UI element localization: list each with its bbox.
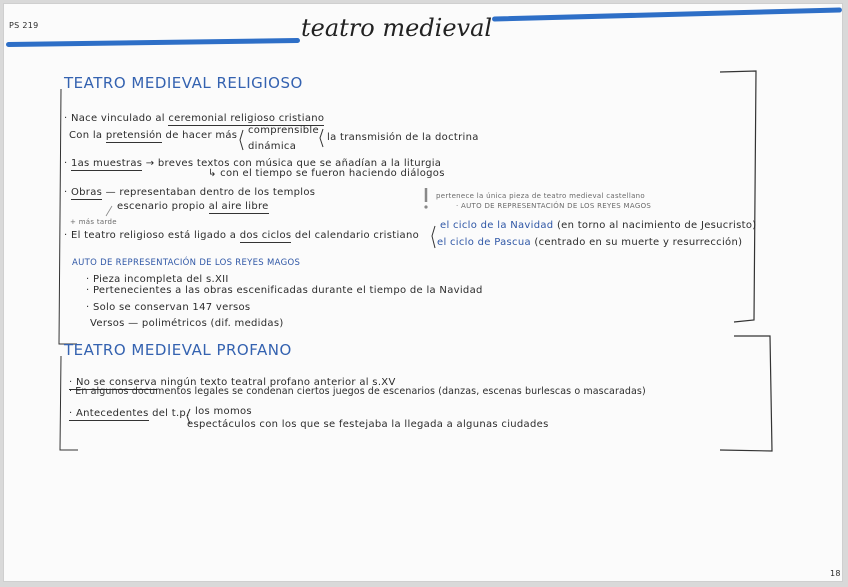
- underlined-text: · Antecedentes: [69, 408, 149, 419]
- page-number: 18: [830, 569, 841, 578]
- religioso-line-3: · 1as muestras → breves textos con música que se añadían a la liturgia: [64, 158, 442, 169]
- underlined-text: · No se conserva: [69, 377, 157, 388]
- ciclo-pascua-label: el ciclo de Pascua: [437, 237, 531, 248]
- underlined-text: dos ciclos: [239, 230, 292, 241]
- note-pertenece: pertenece la única pieza de teatro medieval castellano: [436, 192, 645, 200]
- text: escenario propio: [117, 201, 206, 212]
- profano-line-3: [69, 409, 190, 419]
- option-espectaculos: espectáculos con los que se festejaba la llegada a algunas ciudades: [187, 419, 549, 430]
- notebook-page: [3, 3, 843, 582]
- profano-line-2: · En algunos documentos legales se condenan ciertos juegos de escenarios (danzas, escenas burlescas o mascaradas): [69, 386, 646, 397]
- ciclo-navidad-label: el ciclo de la Navidad: [440, 220, 554, 231]
- underlined-text: pretensión: [105, 130, 163, 141]
- option-comprensible: comprensible: [248, 125, 319, 136]
- auto-heading: AUTO DE REPRESENTACIÓN DE LOS REYES MAGOS: [72, 258, 301, 268]
- auto-item: · Solo se conservan 147 versos: [86, 302, 251, 313]
- text: · El teatro religioso está ligado a: [64, 230, 237, 241]
- side-note-mas-tarde: + más tarde: [70, 218, 117, 226]
- religioso-line-1: [64, 114, 324, 124]
- note-auto: · AUTO DE REPRESENTACIÓN DE LOS REYES MAGOS: [456, 202, 652, 210]
- religioso-line-4: ↳ con el tiempo se fueron haciendo diálogos: [208, 168, 445, 179]
- auto-item: Versos — polimétricos (dif. medidas): [90, 318, 284, 329]
- text: Con la: [69, 130, 103, 141]
- page-title: teatro medieval: [301, 14, 493, 42]
- ciclo-navidad: [440, 221, 756, 231]
- ciclo-pascua: [437, 238, 742, 248]
- religioso-line-7: [64, 231, 419, 241]
- auto-item: · Pieza incompleta del s.XII: [86, 274, 229, 285]
- text: · Nace vinculado al: [64, 113, 165, 124]
- religioso-line-2-post: la transmisión de la doctrina: [327, 132, 479, 143]
- ciclo-pascua-desc: (centrado en su muerte y resurrección): [534, 237, 743, 248]
- religioso-line-6: [117, 202, 269, 212]
- text: del calendario cristiano: [294, 230, 420, 241]
- religioso-line-2: [69, 131, 237, 141]
- text: → breves textos con música que se añadían a la liturgia: [145, 158, 442, 169]
- underlined-text: al aire libre: [208, 201, 269, 212]
- text: del t.p.: [152, 408, 190, 419]
- section-heading-profano: TEATRO MEDIEVAL PROFANO: [64, 341, 292, 359]
- text: ningún texto teatral profano anterior al s.XV: [160, 377, 396, 388]
- underlined-text: ceremonial religioso cristiano: [168, 113, 325, 124]
- underlined-text: Obras: [70, 187, 103, 198]
- section-heading-religioso: TEATRO MEDIEVAL RELIGIOSO: [64, 74, 303, 92]
- ciclo-navidad-desc: (en torno al nacimiento de Jesucristo): [556, 220, 757, 231]
- text: de hacer más: [165, 130, 238, 141]
- underlined-text: 1as muestras: [70, 158, 143, 169]
- option-dinamica: dinámica: [248, 141, 297, 152]
- auto-item: · Pertenecientes a las obras escenificadas durante el tiempo de la Navidad: [86, 285, 483, 296]
- page-ref: PS 219: [9, 21, 39, 30]
- option-momos: los momos: [195, 406, 252, 417]
- religioso-line-5: · Obras — representaban dentro de los templos: [64, 187, 316, 198]
- text: — representaban dentro de los templos: [105, 187, 316, 198]
